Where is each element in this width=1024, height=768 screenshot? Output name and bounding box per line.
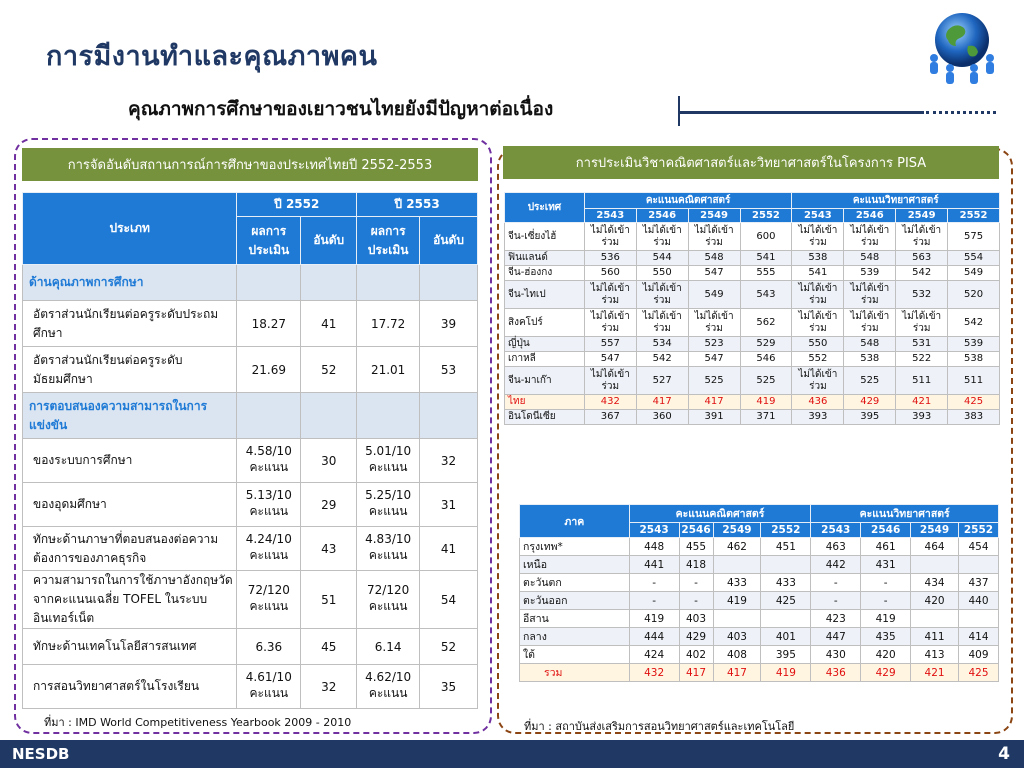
- table-row: [520, 646, 999, 664]
- score-cell: 432: [629, 664, 679, 682]
- score-2553: 6.14: [357, 629, 420, 665]
- rank-2552: 43: [301, 527, 357, 571]
- score-cell: 429: [679, 628, 713, 646]
- score-cell: 563: [896, 251, 948, 266]
- score-cell: 455: [679, 538, 713, 556]
- score-2553: 21.01: [357, 347, 420, 393]
- score-cell: 403: [679, 610, 713, 628]
- year-header: 2546: [636, 209, 688, 223]
- score-cell: 548: [688, 251, 740, 266]
- score-cell: 414: [959, 628, 999, 646]
- row-label: ทักษะด้านเทคโนโลยีสารสนเทศ: [23, 629, 237, 665]
- country-name: ไทย: [505, 395, 585, 410]
- score-cell: ไม่ได้เข้าร่วม: [584, 367, 636, 395]
- section-row: [23, 393, 478, 439]
- table-row: [23, 439, 478, 483]
- year-header: 2543: [584, 209, 636, 223]
- score-cell: 433: [713, 574, 761, 592]
- page-number: 4: [998, 744, 1010, 764]
- score-cell: ไม่ได้เข้าร่วม: [792, 367, 844, 395]
- score-cell: 511: [896, 367, 948, 395]
- score-cell: ไม่ได้เข้าร่วม: [844, 223, 896, 251]
- country-name: อินโดนีเซีย: [505, 410, 585, 425]
- score-cell: [911, 610, 959, 628]
- year-header: 2543: [792, 209, 844, 223]
- rank-2552: 51: [301, 571, 357, 629]
- table-row: [23, 665, 478, 709]
- score-cell: 463: [811, 538, 861, 556]
- score-cell: 448: [629, 538, 679, 556]
- score-cell: 522: [896, 352, 948, 367]
- year-header: 2552: [740, 209, 792, 223]
- score-cell: ไม่ได้เข้าร่วม: [584, 223, 636, 251]
- rank-2552: 41: [301, 301, 357, 347]
- score-cell: 419: [740, 395, 792, 410]
- score-cell: -: [679, 574, 713, 592]
- row-label: การสอนวิทยาศาสตร์ในโรงเรียน: [23, 665, 237, 709]
- rank-2553: 39: [420, 301, 478, 347]
- score-cell: [761, 556, 811, 574]
- score-cell: ไม่ได้เข้าร่วม: [844, 281, 896, 309]
- table-row: [23, 571, 478, 629]
- score-cell: -: [861, 592, 911, 610]
- score-cell: 437: [959, 574, 999, 592]
- footer-bar: [0, 740, 1024, 768]
- score-cell: 550: [792, 337, 844, 352]
- score-cell: 525: [740, 367, 792, 395]
- year-header: 2543: [629, 523, 679, 538]
- score-cell: ไม่ได้เข้าร่วม: [896, 309, 948, 337]
- score-cell: ไม่ได้เข้าร่วม: [584, 281, 636, 309]
- rank-2552: 29: [301, 483, 357, 527]
- score-cell: 549: [948, 266, 1000, 281]
- score-cell: 461: [861, 538, 911, 556]
- row-label: ของอุดมศึกษา: [23, 483, 237, 527]
- country-name: ญี่ปุ่น: [505, 337, 585, 352]
- section-label: ด้านคุณภาพการศึกษา: [23, 265, 237, 301]
- score-cell: 429: [861, 664, 911, 682]
- table-row: [520, 664, 999, 682]
- rank-2552: 45: [301, 629, 357, 665]
- globe-people-icon: [920, 2, 1004, 86]
- score-cell: 538: [844, 352, 896, 367]
- empty-cell: [357, 265, 420, 301]
- region-name: ใต้: [520, 646, 630, 664]
- score-cell: 520: [948, 281, 1000, 309]
- score-cell: ไม่ได้เข้าร่วม: [636, 309, 688, 337]
- score-cell: 447: [811, 628, 861, 646]
- score-cell: 538: [792, 251, 844, 266]
- table-row: [23, 483, 478, 527]
- score-cell: 511: [948, 367, 1000, 395]
- rank-2553: 52: [420, 629, 478, 665]
- score-cell: 432: [584, 395, 636, 410]
- competitiveness-table: [22, 192, 478, 709]
- score-cell: 434: [911, 574, 959, 592]
- score-cell: 371: [740, 410, 792, 425]
- score-cell: 425: [959, 664, 999, 682]
- rank-header: อันดับ: [301, 217, 357, 265]
- score-cell: 575: [948, 223, 1000, 251]
- score-cell: [713, 610, 761, 628]
- empty-cell: [420, 393, 478, 439]
- score-cell: 403: [713, 628, 761, 646]
- score-cell: 431: [861, 556, 911, 574]
- region-name: อีสาน: [520, 610, 630, 628]
- section-row: [23, 265, 478, 301]
- score-cell: 425: [761, 592, 811, 610]
- rank-2553: 41: [420, 527, 478, 571]
- score-cell: 536: [584, 251, 636, 266]
- score-cell: 429: [844, 395, 896, 410]
- score-header: ผลการประเมิน: [357, 217, 420, 265]
- score-cell: ไม่ได้เข้าร่วม: [896, 223, 948, 251]
- science-group-header: คะแนนวิทยาศาสตร์: [811, 505, 999, 523]
- score-cell: 391: [688, 410, 740, 425]
- score-cell: 550: [636, 266, 688, 281]
- score-cell: 552: [792, 352, 844, 367]
- score-cell: ไม่ได้เข้าร่วม: [636, 223, 688, 251]
- score-cell: -: [679, 592, 713, 610]
- row-label: อัตราส่วนนักเรียนต่อครูระดับประถมศึกษา: [23, 301, 237, 347]
- score-cell: 420: [861, 646, 911, 664]
- row-label: อัตราส่วนนักเรียนต่อครูระดับมัธยมศึกษา: [23, 347, 237, 393]
- score-cell: 554: [948, 251, 1000, 266]
- table-row: [505, 352, 1000, 367]
- footer-brand: NESDB: [12, 745, 70, 763]
- table-row: [505, 395, 1000, 410]
- score-2552: 72/120 คะแนน: [237, 571, 301, 629]
- score-2552: 18.27: [237, 301, 301, 347]
- score-cell: 413: [911, 646, 959, 664]
- score-cell: 462: [713, 538, 761, 556]
- country-name: จีน-เซี่ยงไฮ้: [505, 223, 585, 251]
- year-header: 2546: [861, 523, 911, 538]
- slide-title: การมีงานทำและคุณภาพคน: [46, 41, 378, 72]
- country-name: ฟินแลนด์: [505, 251, 585, 266]
- score-cell: 464: [911, 538, 959, 556]
- table-row: [505, 337, 1000, 352]
- table-row: [505, 266, 1000, 281]
- rank-header: อันดับ: [420, 217, 478, 265]
- score-cell: 419: [761, 664, 811, 682]
- table-row: [23, 527, 478, 571]
- rank-2552: 30: [301, 439, 357, 483]
- table-row: [23, 301, 478, 347]
- table-row: [520, 592, 999, 610]
- table-row: [23, 347, 478, 393]
- score-cell: 557: [584, 337, 636, 352]
- score-cell: 435: [861, 628, 911, 646]
- score-cell: [713, 556, 761, 574]
- year-header: 2546: [844, 209, 896, 223]
- rank-2553: 35: [420, 665, 478, 709]
- score-cell: 417: [688, 395, 740, 410]
- score-cell: 532: [896, 281, 948, 309]
- score-cell: 421: [896, 395, 948, 410]
- score-cell: 395: [761, 646, 811, 664]
- country-name: จีน-ฮ่องกง: [505, 266, 585, 281]
- score-cell: 541: [792, 266, 844, 281]
- score-cell: 417: [636, 395, 688, 410]
- score-cell: 395: [844, 410, 896, 425]
- table-row: [23, 629, 478, 665]
- score-cell: 538: [948, 352, 1000, 367]
- score-cell: 547: [584, 352, 636, 367]
- score-cell: 417: [713, 664, 761, 682]
- score-2553: 4.83/10 คะแนน: [357, 527, 420, 571]
- score-cell: 523: [688, 337, 740, 352]
- score-cell: ไม่ได้เข้าร่วม: [792, 223, 844, 251]
- score-2552: 4.58/10 คะแนน: [237, 439, 301, 483]
- year-header: 2549: [896, 209, 948, 223]
- table-row: [505, 410, 1000, 425]
- score-cell: 539: [948, 337, 1000, 352]
- score-cell: -: [629, 574, 679, 592]
- right-source-note: ที่มา : สถาบันส่งเสริมการสอนวิทยาศาสตร์และเทคโนโลยี: [524, 720, 795, 733]
- score-cell: 430: [811, 646, 861, 664]
- pisa-country-table: [504, 192, 1000, 425]
- score-cell: 525: [844, 367, 896, 395]
- rank-2553: 53: [420, 347, 478, 393]
- score-cell: 560: [584, 266, 636, 281]
- score-cell: -: [629, 592, 679, 610]
- score-cell: 393: [896, 410, 948, 425]
- left-source-note: ที่มา : IMD World Competitiveness Yearbook 2009 - 2010: [44, 716, 352, 729]
- score-cell: 409: [959, 646, 999, 664]
- year-header: 2546: [679, 523, 713, 538]
- region-name: กลาง: [520, 628, 630, 646]
- empty-cell: [301, 265, 357, 301]
- score-cell: 436: [811, 664, 861, 682]
- score-cell: 436: [792, 395, 844, 410]
- science-group-header: คะแนนวิทยาศาสตร์: [792, 193, 1000, 209]
- score-cell: 418: [679, 556, 713, 574]
- score-cell: 419: [713, 592, 761, 610]
- right-panel-heading: การประเมินวิชาคณิตศาสตร์และวิทยาศาสตร์ในโครงการ PISA: [503, 146, 999, 182]
- score-cell: [911, 556, 959, 574]
- score-cell: 555: [740, 266, 792, 281]
- score-cell: 411: [911, 628, 959, 646]
- score-cell: 549: [688, 281, 740, 309]
- region-name: รวม: [520, 664, 630, 682]
- score-cell: 402: [679, 646, 713, 664]
- score-cell: 525: [688, 367, 740, 395]
- score-cell: ไม่ได้เข้าร่วม: [584, 309, 636, 337]
- score-cell: 417: [679, 664, 713, 682]
- country-name: จีน-มาเก๊า: [505, 367, 585, 395]
- score-cell: 539: [844, 266, 896, 281]
- score-cell: 542: [636, 352, 688, 367]
- year2-header: ปี 2553: [357, 193, 478, 217]
- score-cell: 543: [740, 281, 792, 309]
- region-name: เหนือ: [520, 556, 630, 574]
- score-header: ผลการประเมิน: [237, 217, 301, 265]
- score-cell: 444: [629, 628, 679, 646]
- rank-2553: 32: [420, 439, 478, 483]
- year1-header: ปี 2552: [237, 193, 357, 217]
- score-cell: 542: [896, 266, 948, 281]
- row-label: ของระบบการศึกษา: [23, 439, 237, 483]
- row-label: ความสามารถในการใช้ภาษาอังกฤษวัดจากคะแนนเฉลี่ย TOFEL ในระบบอินเทอร์เน็ต: [23, 571, 237, 629]
- score-cell: ไม่ได้เข้าร่วม: [792, 309, 844, 337]
- score-cell: 441: [629, 556, 679, 574]
- score-2553: 4.62/10 คะแนน: [357, 665, 420, 709]
- score-cell: -: [861, 574, 911, 592]
- region-name: กรุงเทพ*: [520, 538, 630, 556]
- table-row: [505, 251, 1000, 266]
- score-cell: 542: [948, 309, 1000, 337]
- table-row: [520, 556, 999, 574]
- empty-cell: [237, 265, 301, 301]
- region-name: ตะวันออก: [520, 592, 630, 610]
- region-name: ตะวันตก: [520, 574, 630, 592]
- score-cell: 433: [761, 574, 811, 592]
- col-type-header: ประเภท: [23, 193, 237, 265]
- score-cell: 527: [636, 367, 688, 395]
- score-cell: ไม่ได้เข้าร่วม: [636, 281, 688, 309]
- score-cell: 442: [811, 556, 861, 574]
- year-header: 2549: [713, 523, 761, 538]
- year-header: 2549: [688, 209, 740, 223]
- score-cell: 600: [740, 223, 792, 251]
- score-cell: 367: [584, 410, 636, 425]
- thai-region-table: [519, 504, 999, 682]
- score-cell: 547: [688, 266, 740, 281]
- score-cell: 401: [761, 628, 811, 646]
- rank-2553: 54: [420, 571, 478, 629]
- subtitle-rule: [680, 111, 924, 114]
- table-row: [505, 281, 1000, 309]
- score-cell: 383: [948, 410, 1000, 425]
- empty-cell: [420, 265, 478, 301]
- score-2552: 21.69: [237, 347, 301, 393]
- score-2552: 6.36: [237, 629, 301, 665]
- score-cell: 451: [761, 538, 811, 556]
- score-cell: 408: [713, 646, 761, 664]
- score-cell: ไม่ได้เข้าร่วม: [688, 309, 740, 337]
- score-cell: [761, 610, 811, 628]
- left-panel-heading: การจัดอันดับสถานการณ์การศึกษาของประเทศไทยปี 2552-2553: [22, 148, 478, 184]
- score-cell: 423: [811, 610, 861, 628]
- table-row: [520, 538, 999, 556]
- score-cell: ไม่ได้เข้าร่วม: [792, 281, 844, 309]
- rank-2552: 32: [301, 665, 357, 709]
- table-row: [505, 223, 1000, 251]
- score-cell: 393: [792, 410, 844, 425]
- score-cell: ไม่ได้เข้าร่วม: [688, 223, 740, 251]
- score-cell: ไม่ได้เข้าร่วม: [844, 309, 896, 337]
- math-group-header: คะแนนคณิตศาสตร์: [584, 193, 792, 209]
- score-cell: 529: [740, 337, 792, 352]
- score-cell: 562: [740, 309, 792, 337]
- score-cell: 419: [861, 610, 911, 628]
- math-group-header: คะแนนคณิตศาสตร์: [629, 505, 811, 523]
- rank-2553: 31: [420, 483, 478, 527]
- table-row: [520, 628, 999, 646]
- score-cell: 547: [688, 352, 740, 367]
- score-cell: 534: [636, 337, 688, 352]
- subtitle-dotted-rule: [926, 111, 996, 114]
- score-cell: -: [811, 574, 861, 592]
- empty-cell: [237, 393, 301, 439]
- score-cell: 541: [740, 251, 792, 266]
- region-header: ภาค: [520, 505, 630, 538]
- country-name: เกาหลี: [505, 352, 585, 367]
- score-cell: 548: [844, 337, 896, 352]
- score-2553: 5.25/10 คะแนน: [357, 483, 420, 527]
- country-name: สิงคโปร์: [505, 309, 585, 337]
- score-cell: [959, 556, 999, 574]
- score-cell: -: [811, 592, 861, 610]
- score-cell: 425: [948, 395, 1000, 410]
- slide-subtitle: คุณภาพการศึกษาของเยาวชนไทยยังมีปัญหาต่อเนื่อง: [128, 98, 554, 120]
- score-cell: 548: [844, 251, 896, 266]
- year-header: 2552: [948, 209, 1000, 223]
- score-2552: 5.13/10 คะแนน: [237, 483, 301, 527]
- empty-cell: [301, 393, 357, 439]
- score-2552: 4.24/10 คะแนน: [237, 527, 301, 571]
- table-row: [520, 574, 999, 592]
- score-cell: 424: [629, 646, 679, 664]
- empty-cell: [357, 393, 420, 439]
- table-row: [520, 610, 999, 628]
- score-cell: 546: [740, 352, 792, 367]
- section-label: การตอบสนองความสามารถในการแข่งขัน: [23, 393, 237, 439]
- rank-2552: 52: [301, 347, 357, 393]
- table-row: [505, 309, 1000, 337]
- year-header: 2549: [911, 523, 959, 538]
- score-cell: 454: [959, 538, 999, 556]
- score-cell: 544: [636, 251, 688, 266]
- score-2553: 17.72: [357, 301, 420, 347]
- score-2553: 72/120 คะแนน: [357, 571, 420, 629]
- score-cell: 360: [636, 410, 688, 425]
- country-header: ประเทศ: [505, 193, 585, 223]
- score-cell: 419: [629, 610, 679, 628]
- score-cell: 440: [959, 592, 999, 610]
- row-label: ทักษะด้านภาษาที่ตอบสนองต่อความต้องการของภาคธุรกิจ: [23, 527, 237, 571]
- score-cell: 531: [896, 337, 948, 352]
- score-cell: [959, 610, 999, 628]
- score-cell: 420: [911, 592, 959, 610]
- country-name: จีน-ไทเป: [505, 281, 585, 309]
- table-row: [505, 367, 1000, 395]
- score-cell: 421: [911, 664, 959, 682]
- year-header: 2552: [761, 523, 811, 538]
- year-header: 2543: [811, 523, 861, 538]
- score-2553: 5.01/10 คะแนน: [357, 439, 420, 483]
- year-header: 2552: [959, 523, 999, 538]
- score-2552: 4.61/10 คะแนน: [237, 665, 301, 709]
